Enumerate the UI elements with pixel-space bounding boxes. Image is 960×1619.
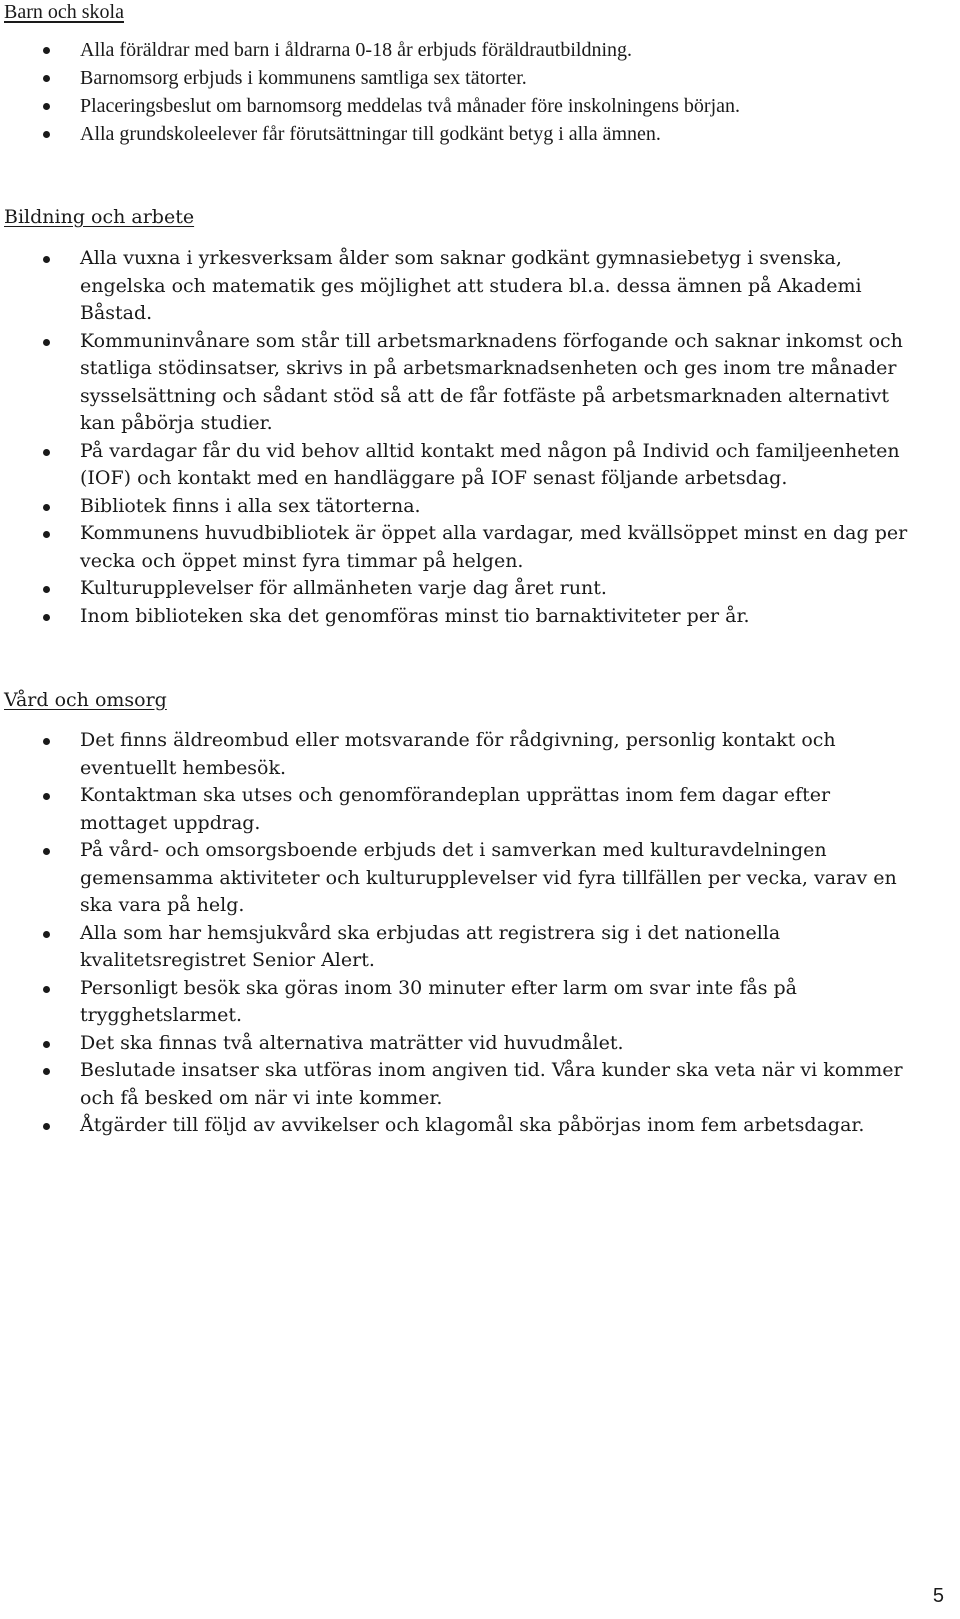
list-barn-och-skola [0, 36, 960, 148]
list-item: På vardagar får du vid behov alltid kontakt med någon på Individ och familjeenheten (IOF) och kontakt med en handläggare på IOF senast följande arbetsdag. [0, 438, 960, 493]
list-item: Barnomsorg erbjuds i kommunens samtliga sex tätorter. [0, 64, 960, 92]
list-vard-och-omsorg [0, 727, 960, 1140]
section-heading-barn-och-skola: Barn och skola [4, 1, 124, 23]
list-item: Beslutade insatser ska utföras inom angiven tid. Våra kunder ska veta när vi kommer och få besked om när vi inte kommer. [0, 1057, 960, 1112]
list-item: Kommuninvånare som står till arbetsmarknadens förfogande och saknar inkomst och statliga stödinsatser, skrivs in på arbetsmarknadsenheten och ges inom tre månader sysselsättning och sådant stöd så att de får fotfäste på arbetsmarknaden alternativt kan påbörja studier. [0, 328, 960, 438]
list-item: Bibliotek finns i alla sex tätorterna. [0, 493, 960, 521]
list-item: Det finns äldreombud eller motsvarande för rådgivning, personlig kontakt och eventuellt hembesök. [0, 727, 960, 782]
list-item: Alla som har hemsjukvård ska erbjudas att registrera sig i det nationella kvalitetsregistret Senior Alert. [0, 920, 960, 975]
list-item: Alla grundskoleelever får förutsättningar till godkänt betyg i alla ämnen. [0, 120, 960, 148]
list-bildning-och-arbete [0, 245, 960, 630]
list-item: Placeringsbeslut om barnomsorg meddelas två månader före inskolningens början. [0, 92, 960, 120]
list-item: Alla föräldrar med barn i åldrarna 0-18 år erbjuds föräldrautbildning. [0, 36, 960, 64]
list-item: På vård- och omsorgsboende erbjuds det i samverkan med kulturavdelningen gemensamma aktiviteter och kulturupplevelser vid fyra tillfällen per vecka, varav en ska vara på helg. [0, 837, 960, 920]
list-item: Kulturupplevelser för allmänheten varje dag året runt. [0, 575, 960, 603]
list-item: Alla vuxna i yrkesverksam ålder som saknar godkänt gymnasiebetyg i svenska, engelska och matematik ges möjlighet att studera bl.a. dessa ämnen på Akademi Båstad. [0, 245, 960, 328]
page-number: 5 [932, 1585, 944, 1607]
list-item: Åtgärder till följd av avvikelser och klagomål ska påbörjas inom fem arbetsdagar. [0, 1112, 960, 1140]
list-item: Inom biblioteken ska det genomföras minst tio barnaktiviteter per år. [0, 603, 960, 631]
list-item: Personligt besök ska göras inom 30 minuter efter larm om svar inte fås på trygghetslarmet. [0, 975, 960, 1030]
list-item: Kommunens huvudbibliotek är öppet alla vardagar, med kvällsöppet minst en dag per vecka och öppet minst fyra timmar på helgen. [0, 520, 960, 575]
list-item: Det ska finnas två alternativa maträtter vid huvudmålet. [0, 1030, 960, 1058]
list-item: Kontaktman ska utses och genomförandeplan upprättas inom fem dagar efter mottaget uppdrag. [0, 782, 960, 837]
section-heading-vard-och-omsorg: Vård och omsorg [4, 689, 167, 711]
section-heading-bildning-och-arbete: Bildning och arbete [4, 206, 195, 228]
